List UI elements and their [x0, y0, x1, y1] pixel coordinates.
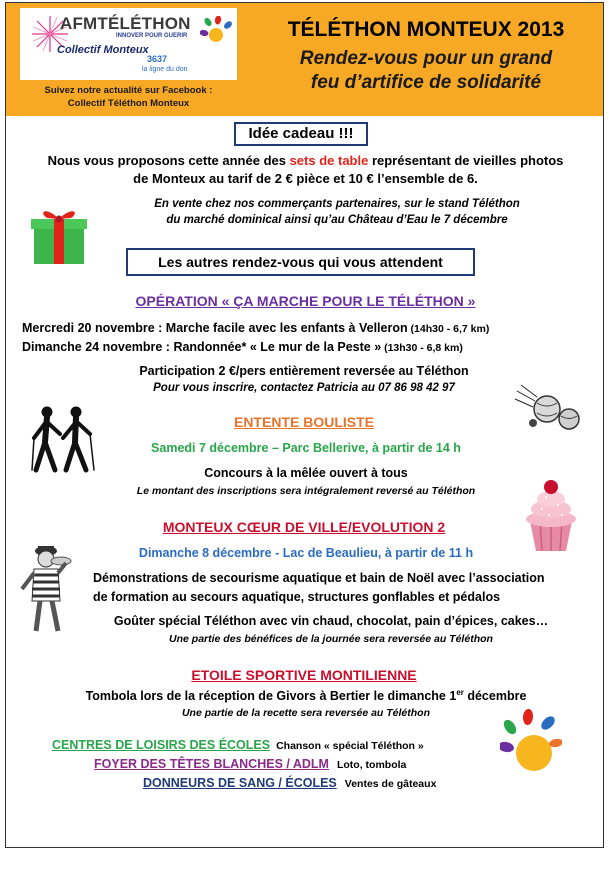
sale-line-2: du marché dominical ainsi qu’au Château d’Eau le 7 décembre	[166, 214, 508, 226]
page-title: TÉLÉTHON MONTEUX 2013	[287, 18, 565, 41]
coeur-benefices: Une partie des bénéfices de la journée sera reversée au Téléthon	[169, 633, 493, 645]
etoile-recette: Une partie de la recette sera reversée au Téléthon	[181, 707, 431, 719]
footer-event-3	[143, 776, 436, 790]
page-subtitle	[251, 47, 601, 95]
operation-line-1-main: Mercredi 20 novembre : Marche facile avec les enfants à Velleron	[22, 321, 408, 335]
footer-event-1-detail: Chanson « spécial Téléthon »	[276, 740, 424, 752]
operation-line-2-main: Dimanche 24 novembre : Randonnée* « Le mur de la Peste »	[22, 340, 382, 354]
coeur-title: MONTEUX CŒUR DE VILLE/EVOLUTION 2	[162, 519, 446, 535]
bouliste-montant: Le montant des inscriptions sera intégralement reversé au Téléthon	[136, 485, 476, 497]
cupcake-icon	[516, 475, 586, 553]
header-band	[6, 3, 603, 116]
coeur-demo-line-1: Démonstrations de secourisme aquatique et bain de Noël avec l’association	[93, 571, 545, 585]
footer-event-2-name: FOYER DES TÊTES BLANCHES / ADLM	[94, 757, 329, 771]
logo-collectif: Collectif Monteux	[57, 44, 149, 56]
gift-description	[14, 152, 597, 188]
sets-de-table-highlight: sets de table	[289, 153, 369, 168]
gift-line-1	[14, 152, 597, 170]
logo-brand: AFMTÉLÉTHON	[60, 14, 191, 33]
etoile-tombola-end: décembre	[463, 689, 527, 704]
sale-line-1: En vente chez nos commerçants partenaires, sur le stand Téléthon	[154, 198, 520, 210]
gift-idea-box	[234, 122, 368, 146]
facebook-line-1: Suivez notre actualité sur Facebook :	[44, 85, 213, 96]
etoile-tombola	[26, 688, 586, 703]
facebook-note	[20, 84, 237, 110]
telethon-sun-icon	[500, 709, 562, 781]
sale-info	[96, 196, 578, 228]
gift-box-icon	[28, 206, 90, 266]
etoile-title: ETOILE SPORTIVE MONTILIENNE	[191, 667, 417, 683]
footer-event-2	[94, 757, 406, 771]
operation-contact: Pour vous inscrire, contactez Patricia au 07 86 98 42 97	[153, 382, 455, 394]
hikers-icon	[30, 404, 100, 474]
vintage-bather-icon	[16, 543, 88, 635]
footer-event-3-name: DONNEURS DE SANG / ÉCOLES	[143, 776, 337, 790]
footer-event-1	[52, 738, 424, 752]
afm-telethon-logo	[20, 8, 237, 80]
subtitle-line-1: Rendez-vous pour un grand	[299, 48, 553, 69]
gift-line-2: de Monteux au tarif de 2 € pièce et 10 € l’ensemble de 6.	[133, 171, 478, 186]
coeur-gouter: Goûter spécial Téléthon avec vin chaud, chocolat, pain d’épices, cakes…	[113, 614, 549, 628]
etoile-tombola-text: Tombola lors de la réception de Givors à Bertier le dimanche 1	[85, 689, 457, 704]
operation-line-2	[22, 340, 463, 354]
footer-event-2-detail: Loto, tombola	[336, 759, 407, 771]
other-events-box	[126, 248, 475, 276]
subtitle-line-2: feu d’artifice de solidarité	[310, 72, 542, 93]
telethon-sun-icon	[200, 16, 234, 50]
petanque-ball-icon	[513, 379, 583, 435]
bouliste-title: ENTENTE BOULISTE	[233, 414, 374, 430]
gift-line-1-end: représentant de vieilles photos	[368, 153, 564, 168]
footer-event-3-detail: Ventes de gâteaux	[344, 778, 437, 790]
operation-line-1-detail: (14h30 - 6,7 km)	[407, 323, 490, 335]
operation-line-2-detail: (13h30 - 6,8 km)	[381, 342, 463, 354]
footer-event-1-name: CENTRES DE LOISIRS DES ÉCOLES	[52, 738, 271, 752]
logo-phone: 3637	[147, 54, 168, 64]
gift-idea-title: Idée cadeau !!!	[248, 125, 354, 142]
logo-don: la ligne du don	[142, 66, 188, 73]
coeur-date: Dimanche 8 décembre - Lac de Beaulieu, à partir de 11 h	[138, 546, 474, 560]
logo-tagline: INNOVER POUR GUERIR	[116, 33, 188, 39]
operation-line-1	[22, 321, 489, 335]
facebook-line-2: Collectif Téléthon Monteux	[67, 98, 190, 109]
bouliste-concours: Concours à la mêlée ouvert à tous	[204, 466, 408, 480]
operation-title: OPÉRATION « ÇA MARCHE POUR LE TÉLÉTHON »	[135, 293, 476, 309]
bouliste-date: Samedi 7 décembre – Parc Bellerive, à partir de 14 h	[151, 441, 461, 455]
other-events-title: Les autres rendez-vous qui vous attendent	[158, 254, 443, 270]
etoile-tombola-sup: er	[456, 688, 464, 697]
gift-line-1-start: Nous vous proposons cette année des	[47, 153, 290, 168]
operation-participation: Participation 2 €/pers entièrement reversée au Téléthon	[139, 364, 469, 378]
flyer-page	[5, 2, 604, 848]
coeur-demo-line-2: de formation au secours aquatique, structures gonflables et pédalos	[93, 590, 501, 604]
